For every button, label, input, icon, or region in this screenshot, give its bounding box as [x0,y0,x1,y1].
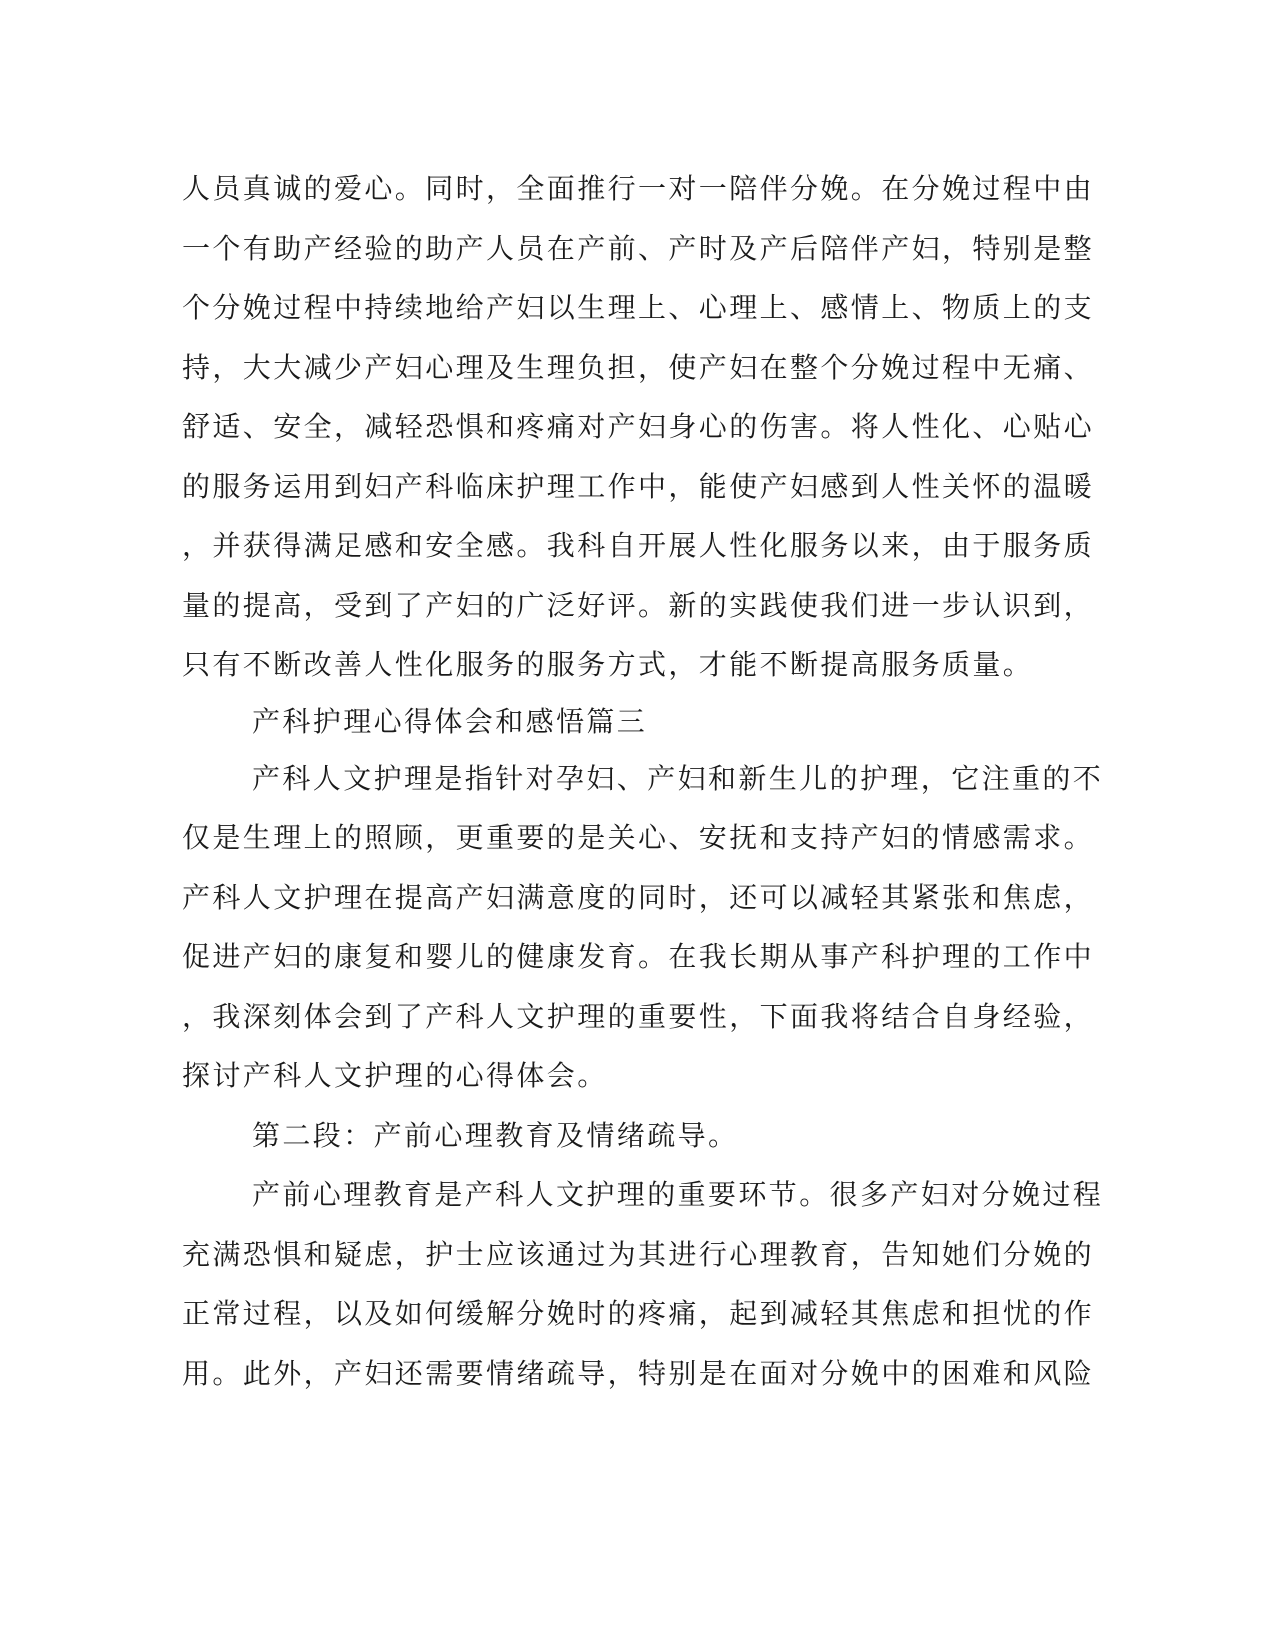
paragraph-line: 一个有助产经验的助产人员在产前、产时及产后陪伴产妇，特别是整 [182,231,1095,265]
paragraph-line: 正常过程，以及如何缓解分娩时的疼痛，起到减轻其焦虑和担忧的作 [182,1297,1095,1330]
paragraph-line: 只有不断改善人性化服务的服务方式，才能不断提高服务质量。 [182,648,1034,681]
paragraph-line: 仅是生理上的照顾，更重要的是关心、安抚和支持产妇的情感需求。 [182,821,1095,854]
paragraph-line: 舒适、安全，减轻恐惧和疼痛对产妇身心的伤害。将人性化、心贴心 [182,410,1095,443]
section-title: 产科护理心得体会和感悟篇三 [252,704,648,738]
paragraph-line: ，我深刻体会到了产科人文护理的重要性，下面我将结合自身经验， [182,999,1095,1033]
paragraph-line: 产科人文护理在提高产妇满意度的同时，还可以减轻其紧张和焦虑， [182,880,1095,914]
paragraph-line: 个分娩过程中持续地给产妇以生理上、心理上、感情上、物质上的支 [182,291,1095,324]
paragraph-line: 人员真诚的爱心。同时，全面推行一对一陪伴分娩。在分娩过程中由 [182,172,1095,205]
paragraph-line: 持，大大减少产妇心理及生理负担，使产妇在整个分娩过程中无痛、 [182,350,1095,384]
section-subtitle: 第二段：产前心理教育及情绪疏导。 [252,1118,739,1152]
paragraph-line: ，并获得满足感和安全感。我科自开展人性化服务以来，由于服务质 [182,529,1095,562]
paragraph-line: 产科人文护理是指针对孕妇、产妇和新生儿的护理，它注重的不 [252,761,1104,795]
paragraph-line: 产前心理教育是产科人文护理的重要环节。很多产妇对分娩过程 [252,1178,1104,1211]
paragraph-line: 用。此外，产妇还需要情绪疏导，特别是在面对分娩中的困难和风险 [182,1356,1095,1390]
paragraph-line: 促进产妇的康复和婴儿的健康发育。在我长期从事产科护理的工作中 [182,940,1095,973]
paragraph-line: 充满恐惧和疑虑，护士应该通过为其进行心理教育，告知她们分娩的 [182,1237,1095,1271]
paragraph-line: 探讨产科人文护理的心得体会。 [182,1059,608,1092]
paragraph-line: 量的提高，受到了产妇的广泛好评。新的实践使我们进一步认识到， [182,588,1095,622]
paragraph-line: 的服务运用到妇产科临床护理工作中，能使产妇感到人性关怀的温暖 [182,469,1095,503]
document-body [182,159,1104,1403]
